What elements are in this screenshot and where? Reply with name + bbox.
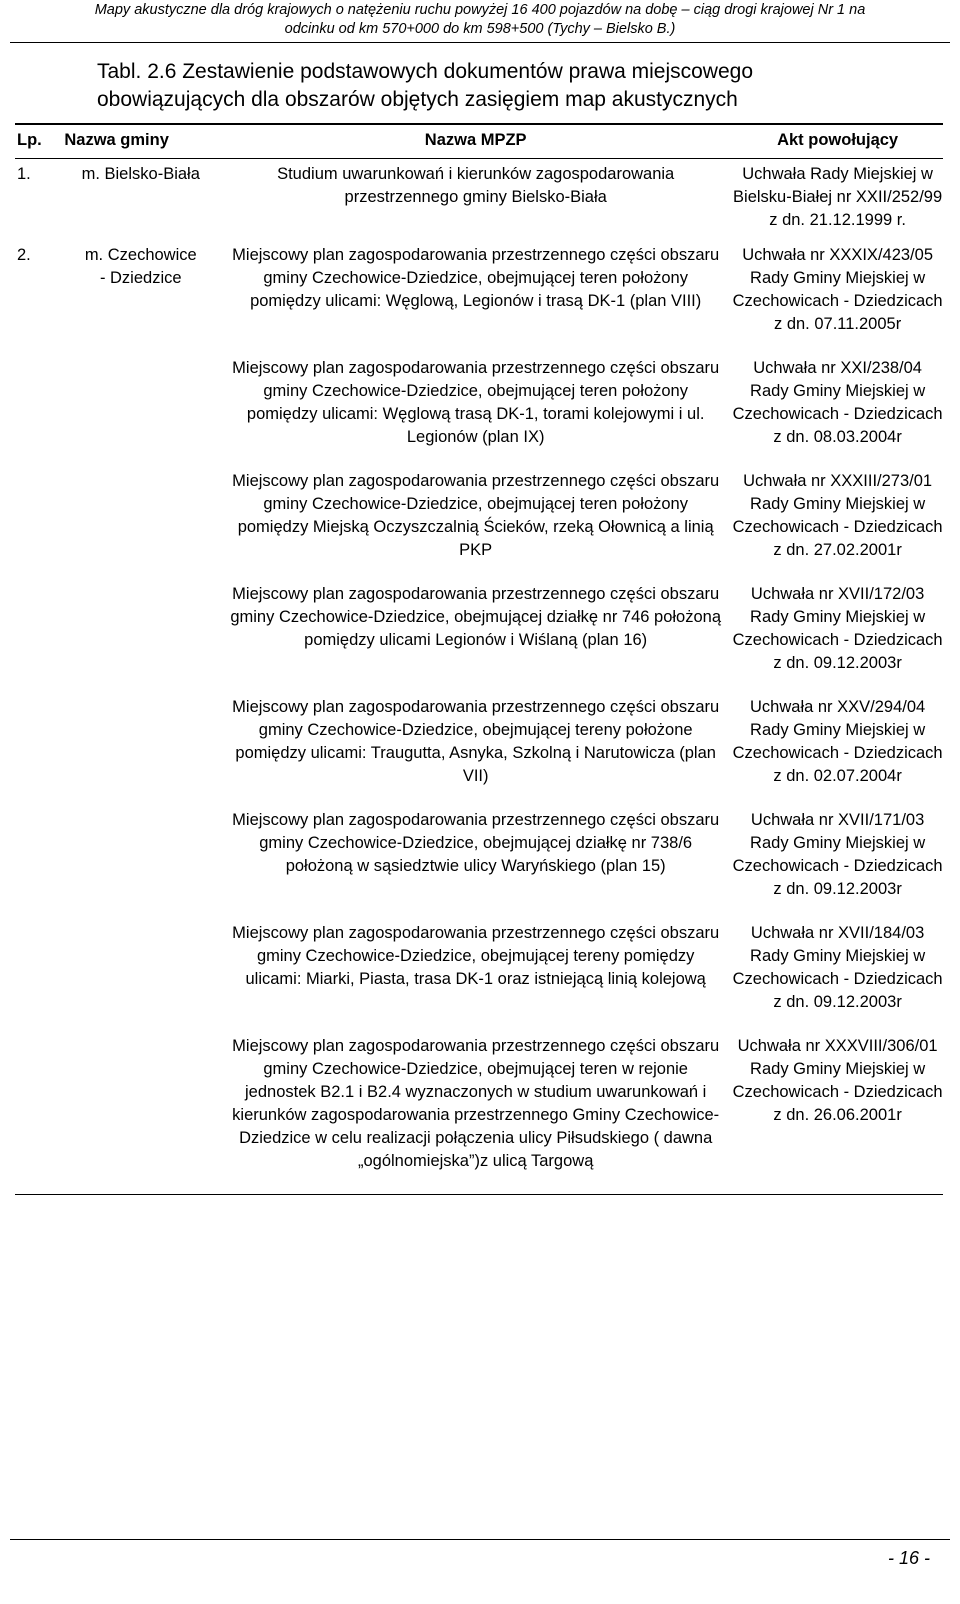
cell-lp	[15, 470, 62, 583]
cell-plan-text: Miejscowy plan zagospodarowania przestrzennego części obszaru gminy Czechowice-Dziedzice, obejmującej działkę nr 738/6 położoną w sąsiedztwie ulicy Waryńskiego (plan 15)	[232, 811, 720, 875]
table-row	[15, 922, 943, 1035]
cell-lp	[15, 696, 62, 809]
running-header	[0, 0, 960, 39]
cell-plan	[219, 470, 732, 583]
cell-lp	[15, 1035, 62, 1195]
table-caption-line1: Tabl. 2.6 Zestawienie podstawowych dokumentów prawa miejscowego	[97, 60, 754, 83]
cell-plan	[219, 696, 732, 809]
cell-gmina-text: m. Bielsko-Biała	[81, 165, 200, 183]
table-row	[15, 696, 943, 809]
table-caption	[97, 58, 937, 114]
col-header-mpzp: Nazwa MPZP	[424, 131, 527, 149]
running-header-line1: Mapy akustyczne dla dróg krajowych o natężeniu ruchu powyżej 16 400 pojazdów na dobę – ciąg drogi krajowej Nr 1 na	[94, 2, 866, 18]
table-row	[15, 583, 943, 696]
cell-gmina-text: m. Czechowice - Dziedzice	[84, 246, 197, 287]
cell-plan	[219, 583, 732, 696]
cell-lp	[15, 809, 62, 922]
cell-akt: Uchwała nr XXXIX/423/05 Rady Gminy Miejskiej w Czechowicach - Dziedzicach z dn. 07.11.2005r	[732, 246, 943, 333]
cell-akt: Uchwała nr XXI/238/04 Rady Gminy Miejskiej w Czechowicach - Dziedzicach z dn. 08.03.2004r	[732, 359, 943, 446]
cell-plan-text: Studium uwarunkowań i kierunków zagospodarowania przestrzennego gminy Bielsko-Biała	[277, 165, 675, 206]
cell-gmina	[62, 1035, 219, 1195]
footer-divider	[10, 1539, 950, 1540]
cell-akt: Uchwała Rady Miejskiej w Bielsku-Białej nr XXII/252/99 z dn. 21.12.1999 r.	[733, 165, 943, 229]
cell-plan	[219, 922, 732, 1035]
cell-akt: Uchwała nr XXV/294/04 Rady Gminy Miejskiej w Czechowicach - Dziedzicach z dn. 02.07.2004r	[732, 698, 943, 785]
col-header-akt: Akt powołujący	[777, 131, 899, 149]
cell-plan-text: Miejscowy plan zagospodarowania przestrzennego części obszaru gminy Czechowice-Dziedzice, obejmującej działkę nr 746 położoną pomiędzy ulicami Legionów i Wiślaną (plan 16)	[230, 585, 722, 649]
cell-plan-text: Miejscowy plan zagospodarowania przestrzennego części obszaru gminy Czechowice-Dziedzice, obejmującej teren położony pomiędzy Miejską Oczyszczalnią Ścieków, rzeką Ołownicą a linią PKP	[232, 472, 720, 559]
table-row	[15, 244, 943, 357]
table-row	[15, 357, 943, 470]
cell-gmina	[62, 696, 219, 809]
cell-lp: 1.	[17, 165, 31, 183]
cell-plan-text: Miejscowy plan zagospodarowania przestrzennego części obszaru gminy Czechowice-Dziedzice, obejmującej teren w rejonie jednostek B2.1 i B2.4 wyznaczonych w studium uwarunkowań i kierunków zagospodarowania przestrzennego Gminy Czechowice-Dziedzice w celu realizacji połączenia ulicy Piłsudskiego ( dawna „ogólnomiejska”)z ulicą Targową	[232, 1037, 720, 1170]
cell-plan	[219, 244, 732, 357]
cell-akt: Uchwała nr XVII/172/03 Rady Gminy Miejskiej w Czechowicach - Dziedzicach z dn. 09.12.2003r	[732, 585, 943, 672]
col-header-gmina: Nazwa gminy	[64, 131, 169, 149]
cell-plan	[219, 1035, 732, 1195]
table-row	[15, 809, 943, 922]
table-row	[15, 159, 943, 245]
cell-plan-text: Miejscowy plan zagospodarowania przestrzennego części obszaru gminy Czechowice-Dziedzice, obejmującej tereny położone pomiędzy ulicami: Traugutta, Asnyka, Szkolną i Narutowicza (plan VII)	[232, 698, 720, 785]
cell-lp	[15, 583, 62, 696]
table-row	[15, 1035, 943, 1195]
cell-akt: Uchwała nr XXXVIII/306/01 Rady Gminy Miejskiej w Czechowicach - Dziedzicach z dn. 26.06.2001r	[732, 1037, 943, 1124]
cell-gmina	[62, 583, 219, 696]
table-header-row	[15, 124, 943, 159]
cell-plan	[219, 357, 732, 470]
mpzp-table	[15, 123, 943, 1195]
col-header-lp: Lp.	[17, 131, 42, 149]
cell-akt: Uchwała nr XVII/171/03 Rady Gminy Miejskiej w Czechowicach - Dziedzicach z dn. 09.12.2003r	[732, 811, 943, 898]
cell-akt: Uchwała nr XVII/184/03 Rady Gminy Miejskiej w Czechowicach - Dziedzicach z dn. 09.12.2003r	[732, 924, 943, 1011]
cell-lp	[15, 357, 62, 470]
cell-akt: Uchwała nr XXXIII/273/01 Rady Gminy Miejskiej w Czechowicach - Dziedzicach z dn. 27.02.2001r	[732, 472, 943, 559]
running-header-line2: odcinku od km 570+000 do km 598+500 (Tychy – Bielsko B.)	[284, 21, 676, 37]
cell-gmina	[62, 159, 219, 245]
cell-plan-text: Miejscowy plan zagospodarowania przestrzennego części obszaru gminy Czechowice-Dziedzice, obejmującej teren położony pomiędzy ulicami: Węglową, Legionów i trasą DK-1 (plan VIII)	[232, 246, 720, 310]
page-number: - 16 -	[887, 1548, 930, 1568]
cell-gmina	[62, 922, 219, 1035]
cell-gmina	[62, 244, 219, 357]
cell-lp	[15, 922, 62, 1035]
table-caption-line2: obowiązujących dla obszarów objętych zasięgiem map akustycznych	[97, 88, 738, 111]
cell-gmina	[62, 470, 219, 583]
cell-gmina	[62, 809, 219, 922]
table-row	[15, 470, 943, 583]
cell-gmina	[62, 357, 219, 470]
cell-plan-text: Miejscowy plan zagospodarowania przestrzennego części obszaru gminy Czechowice-Dziedzice, obejmującej tereny pomiędzy ulicami: Miarki, Piasta, trasa DK-1 oraz istniejącą linią kolejową	[232, 924, 720, 988]
cell-plan-text: Miejscowy plan zagospodarowania przestrzennego części obszaru gminy Czechowice-Dziedzice, obejmującej teren położony pomiędzy ulicami: Węglową trasą DK-1, torami kolejowymi i ul. Legionów (plan IX)	[232, 359, 720, 446]
cell-lp: 2.	[17, 246, 31, 264]
header-divider	[10, 42, 950, 43]
cell-plan	[219, 809, 732, 922]
cell-plan	[219, 159, 732, 245]
